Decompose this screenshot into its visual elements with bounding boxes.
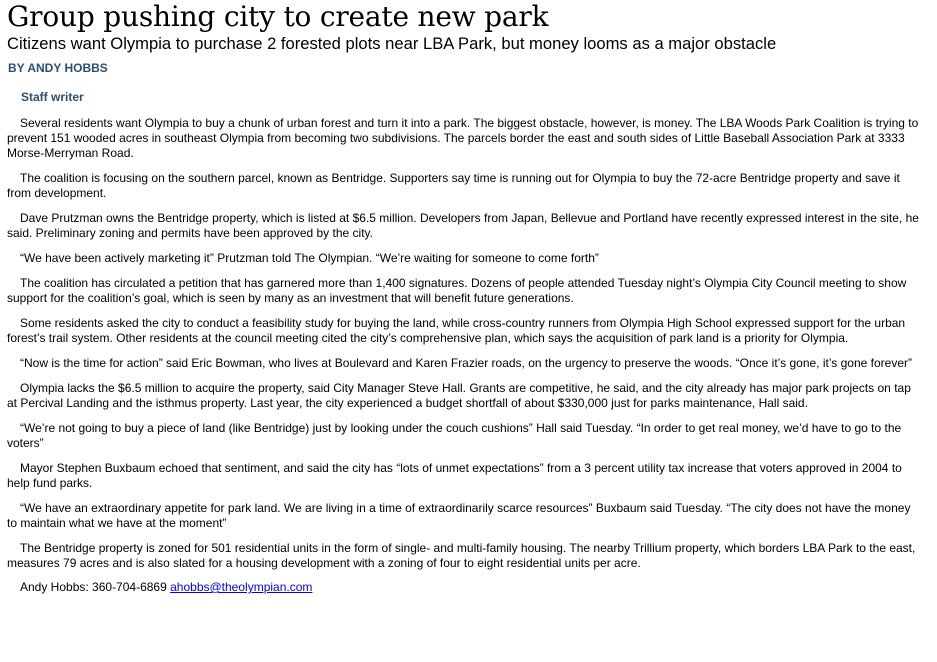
paragraph: The coalition is focusing on the southern parcel, known as Bentridge. Supporters say time is running out for Olympia to buy the 72-acre Bentridge property and save it from development. xyxy=(7,171,900,200)
author-name-phone: Andy Hobbs: 360-704-6869 xyxy=(20,580,167,594)
paragraph: “We have an extraordinary appetite for park land. We are living in a time of extraordinarily scarce resources” Buxbaum said Tuesday. “The city does not have the money to maintain what we have at the moment” xyxy=(7,501,911,530)
article-body xyxy=(7,116,929,571)
paragraph: Some residents asked the city to conduct a feasibility study for buying the land, while cross-country runners from Olympia High School expressed support for the urban forest’s trail system. Other residents at the council meeting cited the city’s comprehensive plan, which says the acquisition of park land is a priority for Olympia. xyxy=(7,316,906,345)
paragraph: Dave Prutzman owns the Bentridge property, which is listed at $6.5 million. Developers from Japan, Bellevue and Portland have recently expressed interest in the site, he said. Preliminary zoning and permits have been approved by the city. xyxy=(7,211,919,240)
author-contact xyxy=(20,580,929,595)
byline: BY ANDY HOBBS xyxy=(8,61,108,75)
subheadline: Citizens want Olympia to purchase 2 forested plots near LBA Park, but money looms as a major obstacle xyxy=(7,34,777,53)
headline: Group pushing city to create new park xyxy=(7,0,549,33)
staff-line: Staff writer xyxy=(21,90,84,104)
author-email-link[interactable]: ahobbs@theolympian.com xyxy=(170,580,313,594)
paragraph: Mayor Stephen Buxbaum echoed that sentiment, and said the city has “lots of unmet expectations” from a 3 percent utility tax increase that voters approved in 2004 to help fund parks. xyxy=(7,461,902,490)
paragraph: The coalition has circulated a petition that has garnered more than 1,400 signatures. Dozens of people attended Tuesday night’s Olympia City Council meeting to show support for the coalition’s goal, which is seen by many as an investment that will benefit future generations. xyxy=(7,276,907,305)
paragraph: “Now is the time for action” said Eric Bowman, who lives at Boulevard and Karen Frazier roads, on the urgency to preserve the woods. “Once it’s gone, it’s gone forever” xyxy=(20,356,912,370)
paragraph: Olympia lacks the $6.5 million to acquire the property, said City Manager Steve Hall. Grants are competitive, he said, and the city already has major park projects on tap at Percival Landing and the isthmus property. Last year, the city experienced a budget shortfall of about $330,000 just for parks maintenance, Hall said. xyxy=(7,381,911,410)
paragraph: “We’re not going to buy a piece of land (like Bentridge) just by looking under the couch cushions” Hall said Tuesday. “In order to get real money, we’d have to go to the voters” xyxy=(7,421,902,450)
paragraph: Several residents want Olympia to buy a chunk of urban forest and turn it into a park. The biggest obstacle, however, is money. The LBA Woods Park Coalition is trying to prevent 151 wooded acres in southeast Olympia from becoming two subdivisions. The parcels border the east and south sides of Little Baseball Association Park at 3333 Morse-Merryman Road. xyxy=(7,116,919,160)
paragraph: “We have been actively marketing it” Prutzman told The Olympian. “We’re waiting for someone to come forth” xyxy=(20,251,599,265)
paragraph: The Bentridge property is zoned for 501 residential units in the form of single- and multi-family housing. The nearby Trillium property, which borders LBA Park to the east, measures 79 acres and is also slated for a housing development with a zoning of four to eight residential units per acre. xyxy=(7,541,916,570)
article xyxy=(7,0,929,595)
